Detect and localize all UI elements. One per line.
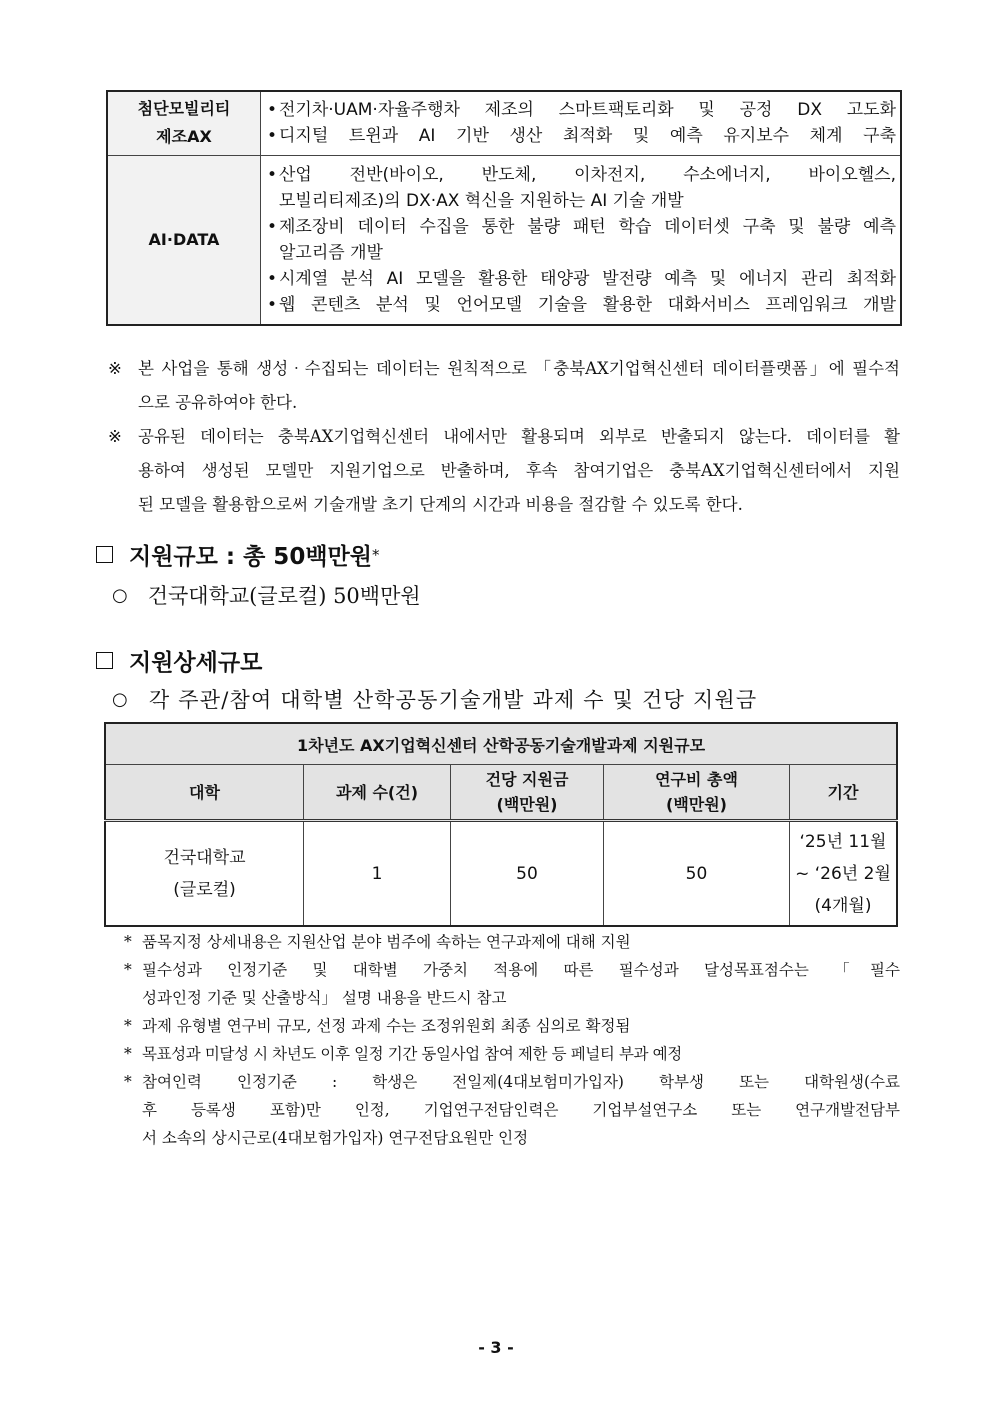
header-project-count: 과제 수(건) (304, 765, 451, 821)
category-row-ai-data (107, 155, 901, 325)
cell-per-project: 50 (451, 821, 604, 927)
sub-item-detail-scale: ○ 각 주관/참여 대학별 산학공동기술개발 과제 수 및 건당 지원금 (112, 688, 758, 712)
header-per-project: 건당 지원금 (백만원) (451, 765, 604, 821)
category-content: • 산업 전반(바이오, 반도체, 이차전지, 수소에너지, 바이오헬스, 모빌리티제조)의 DX·AX 혁신을 지원하는 AI 기술 개발 • 제조장비 데이터 수집을 통한 불량 패턴 학습 데이터셋 구축 및 불량 예측 알고리즘 개발 • 시계열 분석 AI 모델을 활용한 태양광 발전량 예측 및 에너지 관리 최적화 • 웹 콘텐츠 분석 및 언어모델 기술을 활용한 대화서비스 프레임워크 개발 (261, 155, 902, 325)
category-content (261, 91, 902, 155)
footnote-item: * 과제 유형별 연구비 규모, 선정 과제 수는 조정위원회 최종 심의로 확정됨 (124, 1017, 631, 1035)
footnote-item: * 참여인력 인정기준 : 학생은 전일제(4대보험미가입자) 학부생 또는 대학원생(수료 후 등록생 포함)만 인정, 기업연구전담인력은 기업부설연구소 또는 연구개발전담부 서 소속의 상시근로(4대보험가입자) 연구전담요원만 인정 (124, 1073, 900, 1147)
bullet-item: • 산업 전반(바이오, 반도체, 이차전지, 수소에너지, 바이오헬스, (267, 162, 896, 188)
category-label: AI·DATA (107, 155, 261, 325)
note-item: ※ 공유된 데이터는 충북AX기업혁신센터 내에서만 활용되며 외부로 반출되지 않는다. 데이터를 활 용하여 생성된 모델만 지원기업으로 반출하며, 후속 참여기업은 충북AX기업혁신센터에서 지원 된 모델을 활용함으로써 기술개발 초기 단계의 시간과 비용을 절감할 수 있도록 한다. (106, 420, 900, 522)
table-title-row (105, 723, 897, 765)
cell-period: ‘25년 11월 ~ ‘26년 2월 (4개월) (790, 821, 898, 927)
footnote-item: * 품목지정 상세내용은 지원산업 분야 범주에 속하는 연구과제에 대해 지원 (124, 933, 631, 951)
page-number: - 3 - (478, 1338, 514, 1357)
section-heading-support-scale: 지원규모 : 총 50백만원 * (96, 538, 379, 571)
table-header-row (105, 765, 897, 821)
bullet-item: • 웹 콘텐츠 분석 및 언어모델 기술을 활용한 대화서비스 프레임워크 개발 (267, 292, 896, 318)
header-total-budget: 연구비 총액 (백만원) (604, 765, 790, 821)
bullet-item: • 디지털 트윈과 AI 기반 생산 최적화 및 예측 유지보수 체계 구축 (267, 123, 896, 149)
cell-project-count: 1 (304, 821, 451, 927)
cell-total-budget: 50 (604, 821, 790, 927)
header-university: 대학 (105, 765, 304, 821)
reference-mark: ※ (108, 359, 122, 378)
checkbox-square-icon (96, 546, 113, 563)
note-item: ※ 본 사업을 통해 생성‧수집되는 데이터는 원칙적으로 「충북AX기업혁신센터 데이터플랫폼」에 필수적 으로 공유하여야 한다. (106, 352, 900, 420)
circle-bullet-icon: ○ (112, 688, 129, 710)
circle-bullet-icon: ○ (112, 584, 128, 606)
bullet-item: • 전기차·UAM·자율주행차 제조의 스마트팩토리화 및 공정 DX 고도화 (267, 97, 896, 123)
support-scale-table (104, 722, 898, 927)
category-row-mobility (107, 91, 901, 155)
reference-mark: ※ (108, 427, 122, 446)
bullet-item: • 제조장비 데이터 수집을 통한 불량 패턴 학습 데이터셋 구축 및 불량 예측 (267, 214, 896, 240)
category-table (106, 90, 902, 326)
sub-item-support-scale: ○ 건국대학교(글로컬) 50백만원 (112, 584, 421, 608)
bullet-item: • 시계열 분석 AI 모델을 활용한 태양광 발전량 예측 및 에너지 관리 최적화 (267, 266, 896, 292)
section-heading-detail-scale: 지원상세규모 (96, 644, 262, 677)
header-period: 기간 (790, 765, 898, 821)
footnote-item: * 필수성과 인정기준 및 대학별 가중치 적용에 따른 필수성과 달성목표점수는 「필수 성과인정 기준 및 산출방식」 설명 내용을 반드시 참고 (124, 961, 900, 1007)
notes (106, 352, 900, 522)
category-label: 첨단모빌리티 제조AX (107, 91, 261, 155)
footnotes (124, 928, 900, 1152)
checkbox-square-icon (96, 652, 113, 669)
footnote-item: * 목표성과 미달성 시 차년도 이후 일정 기간 동일사업 참여 제한 등 페널티 부과 예정 (124, 1045, 682, 1063)
cell-university: 건국대학교 (글로컬) (105, 821, 304, 927)
table-row (105, 821, 897, 927)
table-title: 1차년도 AX기업혁신센터 산학공동기술개발과제 지원규모 (105, 723, 897, 765)
